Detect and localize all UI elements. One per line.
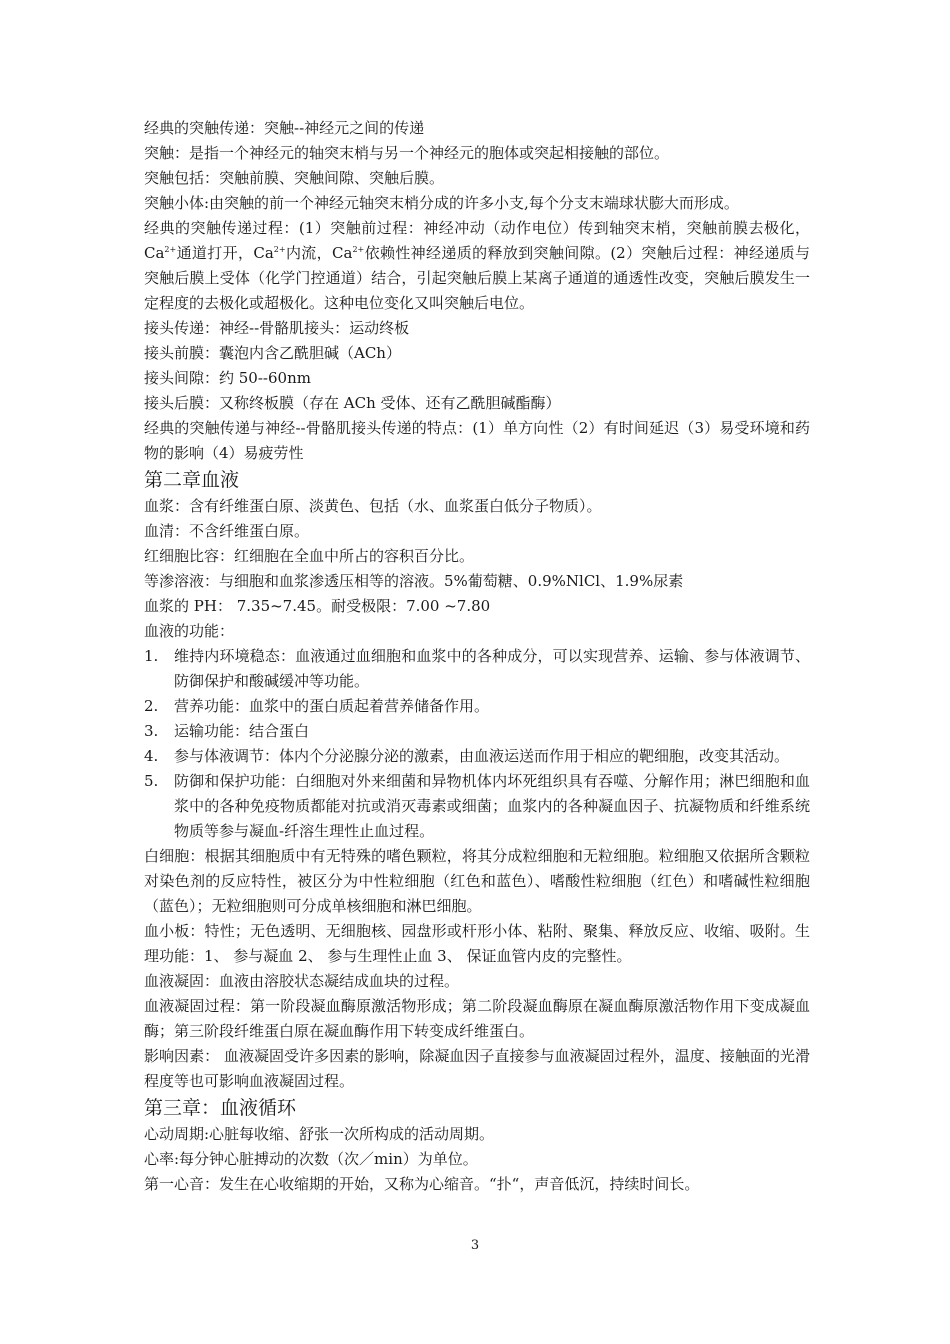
page-number: 3 xyxy=(470,1238,480,1253)
page-content xyxy=(144,116,810,1197)
numbered-list xyxy=(144,644,810,844)
paragraph: 影响因素： 血液凝固受许多因素的影响，除凝血因子直接参与血液凝固过程外，温度、接触面的光滑程度等也可影响血液凝固过程。 xyxy=(144,1047,810,1090)
paragraph: 心率:每分钟心脏搏动的次数（次／min）为单位。 xyxy=(144,1150,478,1168)
paragraph: 接头后膜：又称终板膜（存在 ACh 受体、还有乙酰胆碱酯酶） xyxy=(144,394,561,412)
paragraph: 经典的突触传递与神经--骨骼肌接头传递的特点：(1）单方向性（2）有时间延迟（3）易受环境和药物的影响（4）易疲劳性 xyxy=(144,419,810,462)
list-number: 4. xyxy=(144,747,159,765)
paragraph: 血浆：含有纤维蛋白原、淡黄色、包括（水、血浆蛋白低分子物质）。 xyxy=(144,497,602,515)
list-text: 营养功能：血浆中的蛋白质起着营养储备作用。 xyxy=(174,697,490,715)
text-run: 通道打开，Ca xyxy=(176,244,274,262)
paragraph: 接头间隙：约 50--60nm xyxy=(144,369,311,387)
paragraph: 血液凝固过程：第一阶段凝血酶原激活物形成；第二阶段凝血酶原在凝血酶原激活物作用下变成凝血酶；第三阶段纤维蛋白原在凝血酶作用下转变成纤维蛋白。 xyxy=(144,997,810,1040)
paragraph: 突触包括：突触前膜、突触间隙、突触后膜。 xyxy=(144,169,445,187)
paragraph: 接头前膜：囊泡内含乙酰胆碱（ACh） xyxy=(144,344,401,362)
list-number: 1. xyxy=(144,647,159,665)
paragraph: 血液凝固：血液由溶胶状态凝结成血块的过程。 xyxy=(144,972,460,990)
paragraph: 经典的突触传递：突触--神经元之间的传递 xyxy=(144,119,425,137)
superscript: 2+ xyxy=(164,245,177,254)
paragraph: 血浆的 PH： 7.35~7.45。耐受极限：7.00 ~7.80 xyxy=(144,597,491,615)
superscript: 2+ xyxy=(352,245,365,254)
text-run: 依赖性神经递质的释放到突触间隙。(2）突触后过程：神经递质与突触后膜上受体（化学门控通道）结合，引起突触后膜上某离子通道的通透性改变，突触后膜发生一定程度的去极化或超极化。这种电位变化又叫突触后电位。 xyxy=(144,244,811,312)
paragraph: 血清：不含纤维蛋白原。 xyxy=(144,522,310,540)
paragraph: 接头传递：神经--骨骼肌接头：运动终板 xyxy=(144,319,410,337)
superscript: 2+ xyxy=(273,245,286,254)
chapter-heading: 第二章血液 xyxy=(144,469,240,491)
list-number: 5. xyxy=(144,772,159,790)
paragraph: 血小板：特性；无色透明、无细胞核、园盘形或杆形小体、粘附、聚集、释放反应、收缩、吸附。生理功能：1、 参与凝血 2、 参与生理性止血 3、 保证血管内皮的完整性。 xyxy=(144,922,810,965)
list-item xyxy=(144,694,810,719)
list-number: 3. xyxy=(144,722,159,740)
paragraph: 等渗溶液：与细胞和血浆渗透压相等的溶液。5%葡萄糖、0.9%NlCl、1.9%尿素 xyxy=(144,572,684,590)
paragraph: 突触小体:由突触的前一个神经元轴突末梢分成的许多小支,每个分支末端球状膨大而形成。 xyxy=(144,194,739,212)
paragraph: 血液的功能： xyxy=(144,622,235,640)
list-item xyxy=(144,744,810,769)
list-number: 2. xyxy=(144,697,159,715)
chapter-heading: 第三章：血液循环 xyxy=(144,1097,297,1119)
text-run: 内流，Ca xyxy=(285,244,353,262)
paragraph: 第一心音：发生在心收缩期的开始，又称为心缩音。“扑“，声音低沉，持续时间长。 xyxy=(144,1175,700,1193)
list-item xyxy=(144,644,810,694)
text-run: 经典的突触传递过程：(1）突触前过程：神经冲动（动作电位）传到轴突末梢，突触前膜去极化，Ca xyxy=(144,219,810,262)
list-text: 参与体液调节：体内个分泌腺分泌的激素，由血液运送而作用于相应的靶细胞，改变其活动。 xyxy=(174,747,790,765)
paragraph: 红细胞比容：红细胞在全血中所占的容积百分比。 xyxy=(144,547,475,565)
paragraph: 心动周期:心脏每收缩、舒张一次所构成的活动周期。 xyxy=(144,1125,495,1143)
paragraph-synaptic-process xyxy=(144,216,810,316)
list-item xyxy=(144,769,810,844)
paragraph: 白细胞：根据其细胞质中有无特殊的嗜色颗粒，将其分成粒细胞和无粒细胞。粒细胞又依据所含颗粒对染色剂的反应特性，被区分为中性粒细胞（红色和蓝色）、嗜酸性粒细胞（红色）和嗜碱性粒细胞（蓝色）；无粒细胞则可分成单核细胞和淋巴细胞。 xyxy=(144,847,810,915)
list-item xyxy=(144,719,810,744)
paragraph: 突触：是指一个神经元的轴突末梢与另一个神经元的胞体或突起相接触的部位。 xyxy=(144,144,670,162)
list-text: 运输功能：结合蛋白 xyxy=(174,722,310,740)
list-text: 维持内环境稳态：血液通过血细胞和血浆中的各种成分，可以实现营养、运输、参与体液调节、防御保护和酸碱缓冲等功能。 xyxy=(174,647,810,690)
list-text: 防御和保护功能：白细胞对外来细菌和异物机体内坏死组织具有吞噬、分解作用；淋巴细胞和血浆中的各种免疫物质都能对抗或消灭毒素或细菌；血浆内的各种凝血因子、抗凝物质和纤维系统物质等参与凝血-纤溶生理性止血过程。 xyxy=(174,772,810,840)
